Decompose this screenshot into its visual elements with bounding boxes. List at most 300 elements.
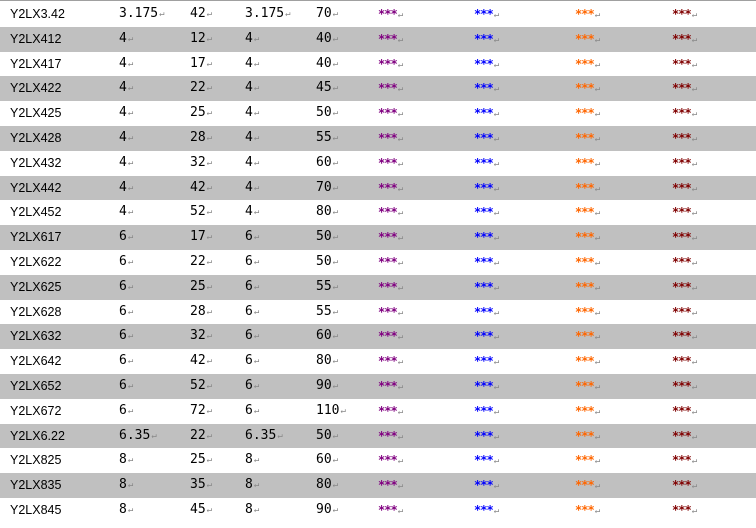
- table-row: [0, 52, 756, 77]
- shank-cell: [245, 126, 259, 151]
- diameter-cell: [119, 349, 133, 374]
- shank-value: 6.35: [245, 427, 277, 443]
- rating-stars: ***: [672, 131, 691, 145]
- rating-blue-cell: [474, 324, 499, 349]
- paragraph-mark-icon: ↵: [332, 306, 339, 317]
- rating-stars: ***: [672, 379, 691, 393]
- rating-stars: ***: [378, 7, 397, 21]
- overall-length-cell: [316, 498, 338, 523]
- shank-cell: [245, 151, 259, 176]
- part-code-value: Y2LX628: [10, 304, 62, 319]
- paragraph-mark-icon: ↵: [691, 506, 698, 516]
- rating-stars: ***: [474, 354, 493, 369]
- length-value: 28: [190, 303, 206, 319]
- paragraph-mark-icon: ↵: [594, 307, 601, 318]
- paragraph-mark-icon: ↵: [159, 9, 165, 19]
- rating-blue-cell: [474, 2, 499, 27]
- rating-orange-cell: [575, 76, 600, 101]
- overall-length-cell: [316, 200, 338, 225]
- paragraph-mark-icon: ↵: [691, 382, 698, 392]
- rating-blue-cell: [474, 250, 499, 275]
- rating-stars: ***: [474, 81, 493, 96]
- rating-stars: ***: [672, 230, 691, 245]
- rating-purple-cell: [378, 275, 403, 300]
- length-value: 17: [190, 229, 206, 245]
- part-code-value: Y2LX428: [10, 131, 62, 145]
- rating-purple-cell: [378, 151, 403, 176]
- part-code-cell: [10, 2, 65, 27]
- overall-length-value: 55: [316, 303, 332, 319]
- rating-orange-cell: [575, 448, 600, 473]
- paragraph-mark-icon: ↵: [397, 357, 404, 368]
- rating-maroon-cell: [672, 399, 697, 424]
- paragraph-mark-icon: ↵: [493, 233, 500, 244]
- part-code-cell: [10, 424, 65, 449]
- diameter-cell: [119, 200, 133, 225]
- part-code-value: Y2LX652: [10, 379, 62, 393]
- rating-purple-cell: [378, 250, 403, 275]
- paragraph-mark-icon: ↵: [594, 233, 601, 244]
- part-code-value: Y2LX642: [10, 354, 62, 369]
- table-row: [0, 200, 756, 225]
- rating-purple-cell: [378, 399, 403, 424]
- rating-purple-cell: [378, 300, 403, 325]
- overall-length-cell: [316, 374, 338, 399]
- rating-stars: ***: [378, 304, 397, 319]
- paragraph-mark-icon: ↵: [206, 306, 213, 317]
- rating-maroon-cell: [672, 324, 697, 349]
- paragraph-mark-icon: ↵: [493, 406, 500, 417]
- rating-stars: ***: [378, 453, 397, 468]
- overall-length-value: 60: [316, 328, 332, 344]
- length-value: 12: [190, 30, 206, 46]
- rating-stars: ***: [474, 106, 493, 121]
- paragraph-mark-icon: ↵: [206, 207, 213, 218]
- table-row: [0, 374, 756, 399]
- shank-cell: [245, 399, 259, 424]
- rating-stars: ***: [378, 180, 397, 195]
- paragraph-mark-icon: ↵: [253, 232, 260, 243]
- diameter-value: 6: [119, 402, 127, 418]
- rating-stars: ***: [575, 503, 594, 517]
- rating-orange-cell: [575, 151, 600, 176]
- diameter-cell: [119, 374, 133, 399]
- diameter-value: 6: [119, 229, 127, 245]
- diameter-cell: [119, 498, 133, 523]
- rating-stars: ***: [474, 155, 493, 170]
- diameter-value: 6: [119, 303, 127, 319]
- rating-stars: ***: [474, 7, 493, 21]
- overall-length-value: 55: [316, 278, 332, 294]
- rating-maroon-cell: [672, 2, 697, 27]
- rating-stars: ***: [378, 503, 397, 517]
- part-code-cell: [10, 275, 61, 300]
- length-cell: [190, 374, 212, 399]
- shank-cell: [245, 200, 259, 225]
- table-row: [0, 76, 756, 101]
- rating-purple-cell: [378, 225, 403, 250]
- paragraph-mark-icon: ↵: [691, 109, 698, 120]
- paragraph-mark-icon: ↵: [332, 133, 339, 143]
- rating-purple-cell: [378, 176, 403, 201]
- diameter-cell: [119, 324, 133, 349]
- overall-length-value: 60: [316, 452, 332, 468]
- rating-maroon-cell: [672, 473, 697, 498]
- diameter-value: 6: [119, 378, 127, 393]
- paragraph-mark-icon: ↵: [594, 431, 601, 442]
- length-cell: [190, 448, 212, 473]
- rating-stars: ***: [378, 56, 397, 71]
- paragraph-mark-icon: ↵: [493, 506, 500, 516]
- shank-cell: [245, 101, 259, 126]
- paragraph-mark-icon: ↵: [340, 405, 346, 416]
- paragraph-mark-icon: ↵: [151, 430, 157, 441]
- part-code-cell: [10, 374, 61, 399]
- paragraph-mark-icon: ↵: [594, 158, 601, 169]
- paragraph-mark-icon: ↵: [691, 208, 698, 219]
- diameter-cell: [119, 2, 165, 27]
- rating-stars: ***: [672, 205, 691, 220]
- paragraph-mark-icon: ↵: [253, 356, 260, 367]
- paragraph-mark-icon: ↵: [206, 505, 213, 515]
- paragraph-mark-icon: ↵: [206, 455, 213, 466]
- paragraph-mark-icon: ↵: [332, 331, 339, 342]
- overall-length-value: 45: [316, 80, 332, 96]
- shank-value: 4: [245, 130, 253, 145]
- paragraph-mark-icon: ↵: [127, 33, 134, 44]
- diameter-value: 4: [119, 179, 127, 195]
- rating-stars: ***: [575, 230, 594, 245]
- length-cell: [190, 101, 212, 126]
- shank-cell: [245, 374, 259, 399]
- shank-value: 4: [245, 80, 253, 96]
- rating-blue-cell: [474, 126, 499, 151]
- paragraph-mark-icon: ↵: [253, 83, 260, 94]
- length-cell: [190, 424, 212, 449]
- paragraph-mark-icon: ↵: [397, 158, 404, 169]
- rating-stars: ***: [474, 478, 493, 493]
- rating-stars: ***: [474, 230, 493, 245]
- paragraph-mark-icon: ↵: [127, 182, 134, 193]
- paragraph-mark-icon: ↵: [397, 134, 404, 144]
- paragraph-mark-icon: ↵: [493, 158, 500, 169]
- table-row: [0, 126, 756, 151]
- part-code-cell: [10, 52, 61, 77]
- overall-length-cell: [316, 52, 338, 77]
- rating-purple-cell: [378, 473, 403, 498]
- diameter-value: 6: [119, 353, 127, 369]
- length-value: 25: [190, 105, 206, 121]
- diameter-value: 8: [119, 477, 127, 493]
- paragraph-mark-icon: ↵: [253, 381, 260, 391]
- overall-length-cell: [316, 151, 338, 176]
- rating-stars: ***: [672, 255, 691, 269]
- rating-maroon-cell: [672, 250, 697, 275]
- paragraph-mark-icon: ↵: [397, 307, 404, 318]
- paragraph-mark-icon: ↵: [691, 158, 698, 169]
- shank-value: 4: [245, 154, 253, 170]
- paragraph-mark-icon: ↵: [594, 84, 601, 95]
- paragraph-mark-icon: ↵: [285, 9, 291, 19]
- overall-length-cell: [316, 300, 338, 325]
- paragraph-mark-icon: ↵: [206, 232, 213, 243]
- rating-stars: ***: [672, 56, 691, 71]
- rating-stars: ***: [672, 453, 691, 468]
- rating-maroon-cell: [672, 448, 697, 473]
- overall-length-value: 80: [316, 353, 332, 369]
- rating-stars: ***: [575, 379, 594, 393]
- overall-length-value: 50: [316, 229, 332, 245]
- part-code-value: Y2LX825: [10, 453, 62, 468]
- overall-length-value: 110: [316, 402, 340, 418]
- diameter-cell: [119, 126, 133, 151]
- shank-cell: [245, 250, 259, 275]
- overall-length-cell: [316, 250, 338, 275]
- paragraph-mark-icon: ↵: [493, 332, 500, 343]
- rating-stars: ***: [575, 7, 594, 21]
- overall-length-value: 90: [316, 378, 332, 393]
- paragraph-mark-icon: ↵: [594, 406, 601, 417]
- paragraph-mark-icon: ↵: [397, 59, 404, 70]
- part-code-cell: [10, 200, 61, 225]
- length-cell: [190, 349, 212, 374]
- paragraph-mark-icon: ↵: [397, 431, 404, 442]
- paragraph-mark-icon: ↵: [397, 84, 404, 95]
- table-row: [0, 424, 756, 449]
- rating-stars: ***: [378, 279, 397, 294]
- paragraph-mark-icon: ↵: [127, 207, 134, 218]
- rating-orange-cell: [575, 498, 600, 523]
- overall-length-value: 80: [316, 204, 332, 220]
- paragraph-mark-icon: ↵: [206, 430, 213, 441]
- paragraph-mark-icon: ↵: [332, 58, 339, 69]
- paragraph-mark-icon: ↵: [332, 281, 339, 292]
- rating-blue-cell: [474, 151, 499, 176]
- paragraph-mark-icon: ↵: [594, 282, 601, 293]
- length-cell: [190, 324, 212, 349]
- shank-value: 3.175: [245, 6, 285, 21]
- paragraph-mark-icon: ↵: [127, 480, 134, 491]
- part-code-cell: [10, 349, 61, 374]
- paragraph-mark-icon: ↵: [397, 332, 404, 343]
- paragraph-mark-icon: ↵: [127, 281, 134, 292]
- shank-cell: [245, 349, 259, 374]
- paragraph-mark-icon: ↵: [397, 506, 404, 516]
- part-code-value: Y2LX672: [10, 403, 62, 418]
- shank-cell: [245, 448, 259, 473]
- rating-stars: ***: [575, 478, 594, 493]
- rating-orange-cell: [575, 300, 600, 325]
- rating-blue-cell: [474, 27, 499, 52]
- rating-orange-cell: [575, 424, 600, 449]
- paragraph-mark-icon: ↵: [332, 207, 339, 218]
- paragraph-mark-icon: ↵: [493, 382, 500, 392]
- diameter-value: 8: [119, 452, 127, 468]
- shank-value: 4: [245, 204, 253, 220]
- rating-stars: ***: [672, 7, 691, 21]
- diameter-value: 4: [119, 80, 127, 96]
- rating-maroon-cell: [672, 52, 697, 77]
- rating-purple-cell: [378, 498, 403, 523]
- overall-length-cell: [316, 101, 338, 126]
- shank-value: 6: [245, 378, 253, 393]
- paragraph-mark-icon: ↵: [493, 183, 500, 194]
- shank-value: 6: [245, 254, 253, 269]
- diameter-value: 3.175: [119, 6, 159, 21]
- length-cell: [190, 2, 212, 27]
- diameter-value: 8: [119, 502, 127, 517]
- part-code-value: Y2LX835: [10, 478, 62, 493]
- rating-blue-cell: [474, 176, 499, 201]
- diameter-cell: [119, 448, 133, 473]
- rating-orange-cell: [575, 399, 600, 424]
- part-code-cell: [10, 126, 61, 151]
- paragraph-mark-icon: ↵: [397, 282, 404, 293]
- part-code-value: Y2LX422: [10, 81, 62, 96]
- shank-value: 6: [245, 303, 253, 319]
- length-cell: [190, 498, 212, 523]
- length-cell: [190, 126, 212, 151]
- overall-length-value: 50: [316, 105, 332, 121]
- paragraph-mark-icon: ↵: [206, 33, 213, 44]
- rating-blue-cell: [474, 498, 499, 523]
- overall-length-cell: [316, 176, 338, 201]
- rating-orange-cell: [575, 275, 600, 300]
- rating-stars: ***: [474, 205, 493, 220]
- shank-cell: [245, 473, 259, 498]
- paragraph-mark-icon: ↵: [397, 258, 404, 268]
- paragraph-mark-icon: ↵: [397, 406, 404, 417]
- table-row: [0, 349, 756, 374]
- paragraph-mark-icon: ↵: [594, 456, 601, 467]
- rating-stars: ***: [378, 379, 397, 393]
- length-cell: [190, 275, 212, 300]
- rating-stars: ***: [474, 180, 493, 195]
- paragraph-mark-icon: ↵: [127, 405, 134, 416]
- overall-length-cell: [316, 349, 338, 374]
- shank-value: 6: [245, 229, 253, 245]
- paragraph-mark-icon: ↵: [253, 455, 260, 466]
- overall-length-cell: [316, 76, 338, 101]
- diameter-value: 6: [119, 328, 127, 344]
- rating-stars: ***: [575, 56, 594, 71]
- paragraph-mark-icon: ↵: [493, 109, 500, 120]
- rating-stars: ***: [672, 354, 691, 369]
- paragraph-mark-icon: ↵: [332, 33, 339, 44]
- length-cell: [190, 225, 212, 250]
- paragraph-mark-icon: ↵: [691, 134, 698, 144]
- shank-value: 4: [245, 179, 253, 195]
- rating-stars: ***: [474, 329, 493, 344]
- table-row: [0, 151, 756, 176]
- rating-purple-cell: [378, 101, 403, 126]
- rating-stars: ***: [378, 329, 397, 344]
- table-row: [0, 27, 756, 52]
- paragraph-mark-icon: ↵: [332, 381, 339, 391]
- length-value: 28: [190, 130, 206, 145]
- paragraph-mark-icon: ↵: [206, 182, 213, 193]
- paragraph-mark-icon: ↵: [332, 108, 339, 119]
- rating-stars: ***: [672, 403, 691, 418]
- overall-length-value: 50: [316, 254, 332, 269]
- rating-purple-cell: [378, 27, 403, 52]
- paragraph-mark-icon: ↵: [206, 9, 213, 19]
- paragraph-mark-icon: ↵: [397, 208, 404, 219]
- rating-orange-cell: [575, 349, 600, 374]
- paragraph-mark-icon: ↵: [493, 208, 500, 219]
- rating-stars: ***: [378, 478, 397, 493]
- paragraph-mark-icon: ↵: [691, 10, 698, 20]
- rating-stars: ***: [378, 155, 397, 170]
- table-row: [0, 399, 756, 424]
- paragraph-mark-icon: ↵: [594, 258, 601, 268]
- paragraph-mark-icon: ↵: [691, 431, 698, 442]
- paragraph-mark-icon: ↵: [127, 83, 134, 94]
- diameter-cell: [119, 27, 133, 52]
- paragraph-mark-icon: ↵: [691, 332, 698, 343]
- overall-length-value: 70: [316, 179, 332, 195]
- paragraph-mark-icon: ↵: [493, 59, 500, 70]
- overall-length-value: 60: [316, 154, 332, 170]
- rating-blue-cell: [474, 473, 499, 498]
- table-row: [0, 250, 756, 275]
- paragraph-mark-icon: ↵: [332, 356, 339, 367]
- rating-stars: ***: [575, 255, 594, 269]
- paragraph-mark-icon: ↵: [397, 233, 404, 244]
- diameter-cell: [119, 399, 133, 424]
- table-top-border: [0, 0, 756, 1]
- paragraph-mark-icon: ↵: [594, 506, 601, 516]
- rating-blue-cell: [474, 200, 499, 225]
- paragraph-mark-icon: ↵: [127, 232, 134, 243]
- shank-value: 8: [245, 502, 253, 517]
- shank-value: 4: [245, 55, 253, 71]
- shank-cell: [245, 52, 259, 77]
- rating-purple-cell: [378, 76, 403, 101]
- shank-cell: [245, 225, 259, 250]
- paragraph-mark-icon: ↵: [594, 134, 601, 144]
- part-code-value: Y2LX3.42: [10, 7, 65, 21]
- overall-length-cell: [316, 275, 338, 300]
- paragraph-mark-icon: ↵: [253, 157, 260, 168]
- rating-purple-cell: [378, 52, 403, 77]
- rating-blue-cell: [474, 101, 499, 126]
- rating-purple-cell: [378, 424, 403, 449]
- rating-orange-cell: [575, 176, 600, 201]
- part-code-cell: [10, 76, 61, 101]
- paragraph-mark-icon: ↵: [253, 306, 260, 317]
- paragraph-mark-icon: ↵: [691, 456, 698, 467]
- part-code-cell: [10, 300, 61, 325]
- rating-purple-cell: [378, 126, 403, 151]
- overall-length-cell: [316, 2, 338, 27]
- rating-stars: ***: [474, 279, 493, 294]
- diameter-cell: [119, 424, 157, 449]
- diameter-cell: [119, 225, 133, 250]
- overall-length-cell: [316, 27, 338, 52]
- paragraph-mark-icon: ↵: [332, 455, 339, 466]
- overall-length-cell: [316, 473, 338, 498]
- paragraph-mark-icon: ↵: [127, 455, 134, 466]
- rating-orange-cell: [575, 374, 600, 399]
- paragraph-mark-icon: ↵: [493, 307, 500, 318]
- rating-maroon-cell: [672, 498, 697, 523]
- overall-length-value: 90: [316, 502, 332, 517]
- paragraph-mark-icon: ↵: [691, 307, 698, 318]
- diameter-value: 4: [119, 105, 127, 121]
- rating-orange-cell: [575, 250, 600, 275]
- rating-stars: ***: [575, 279, 594, 294]
